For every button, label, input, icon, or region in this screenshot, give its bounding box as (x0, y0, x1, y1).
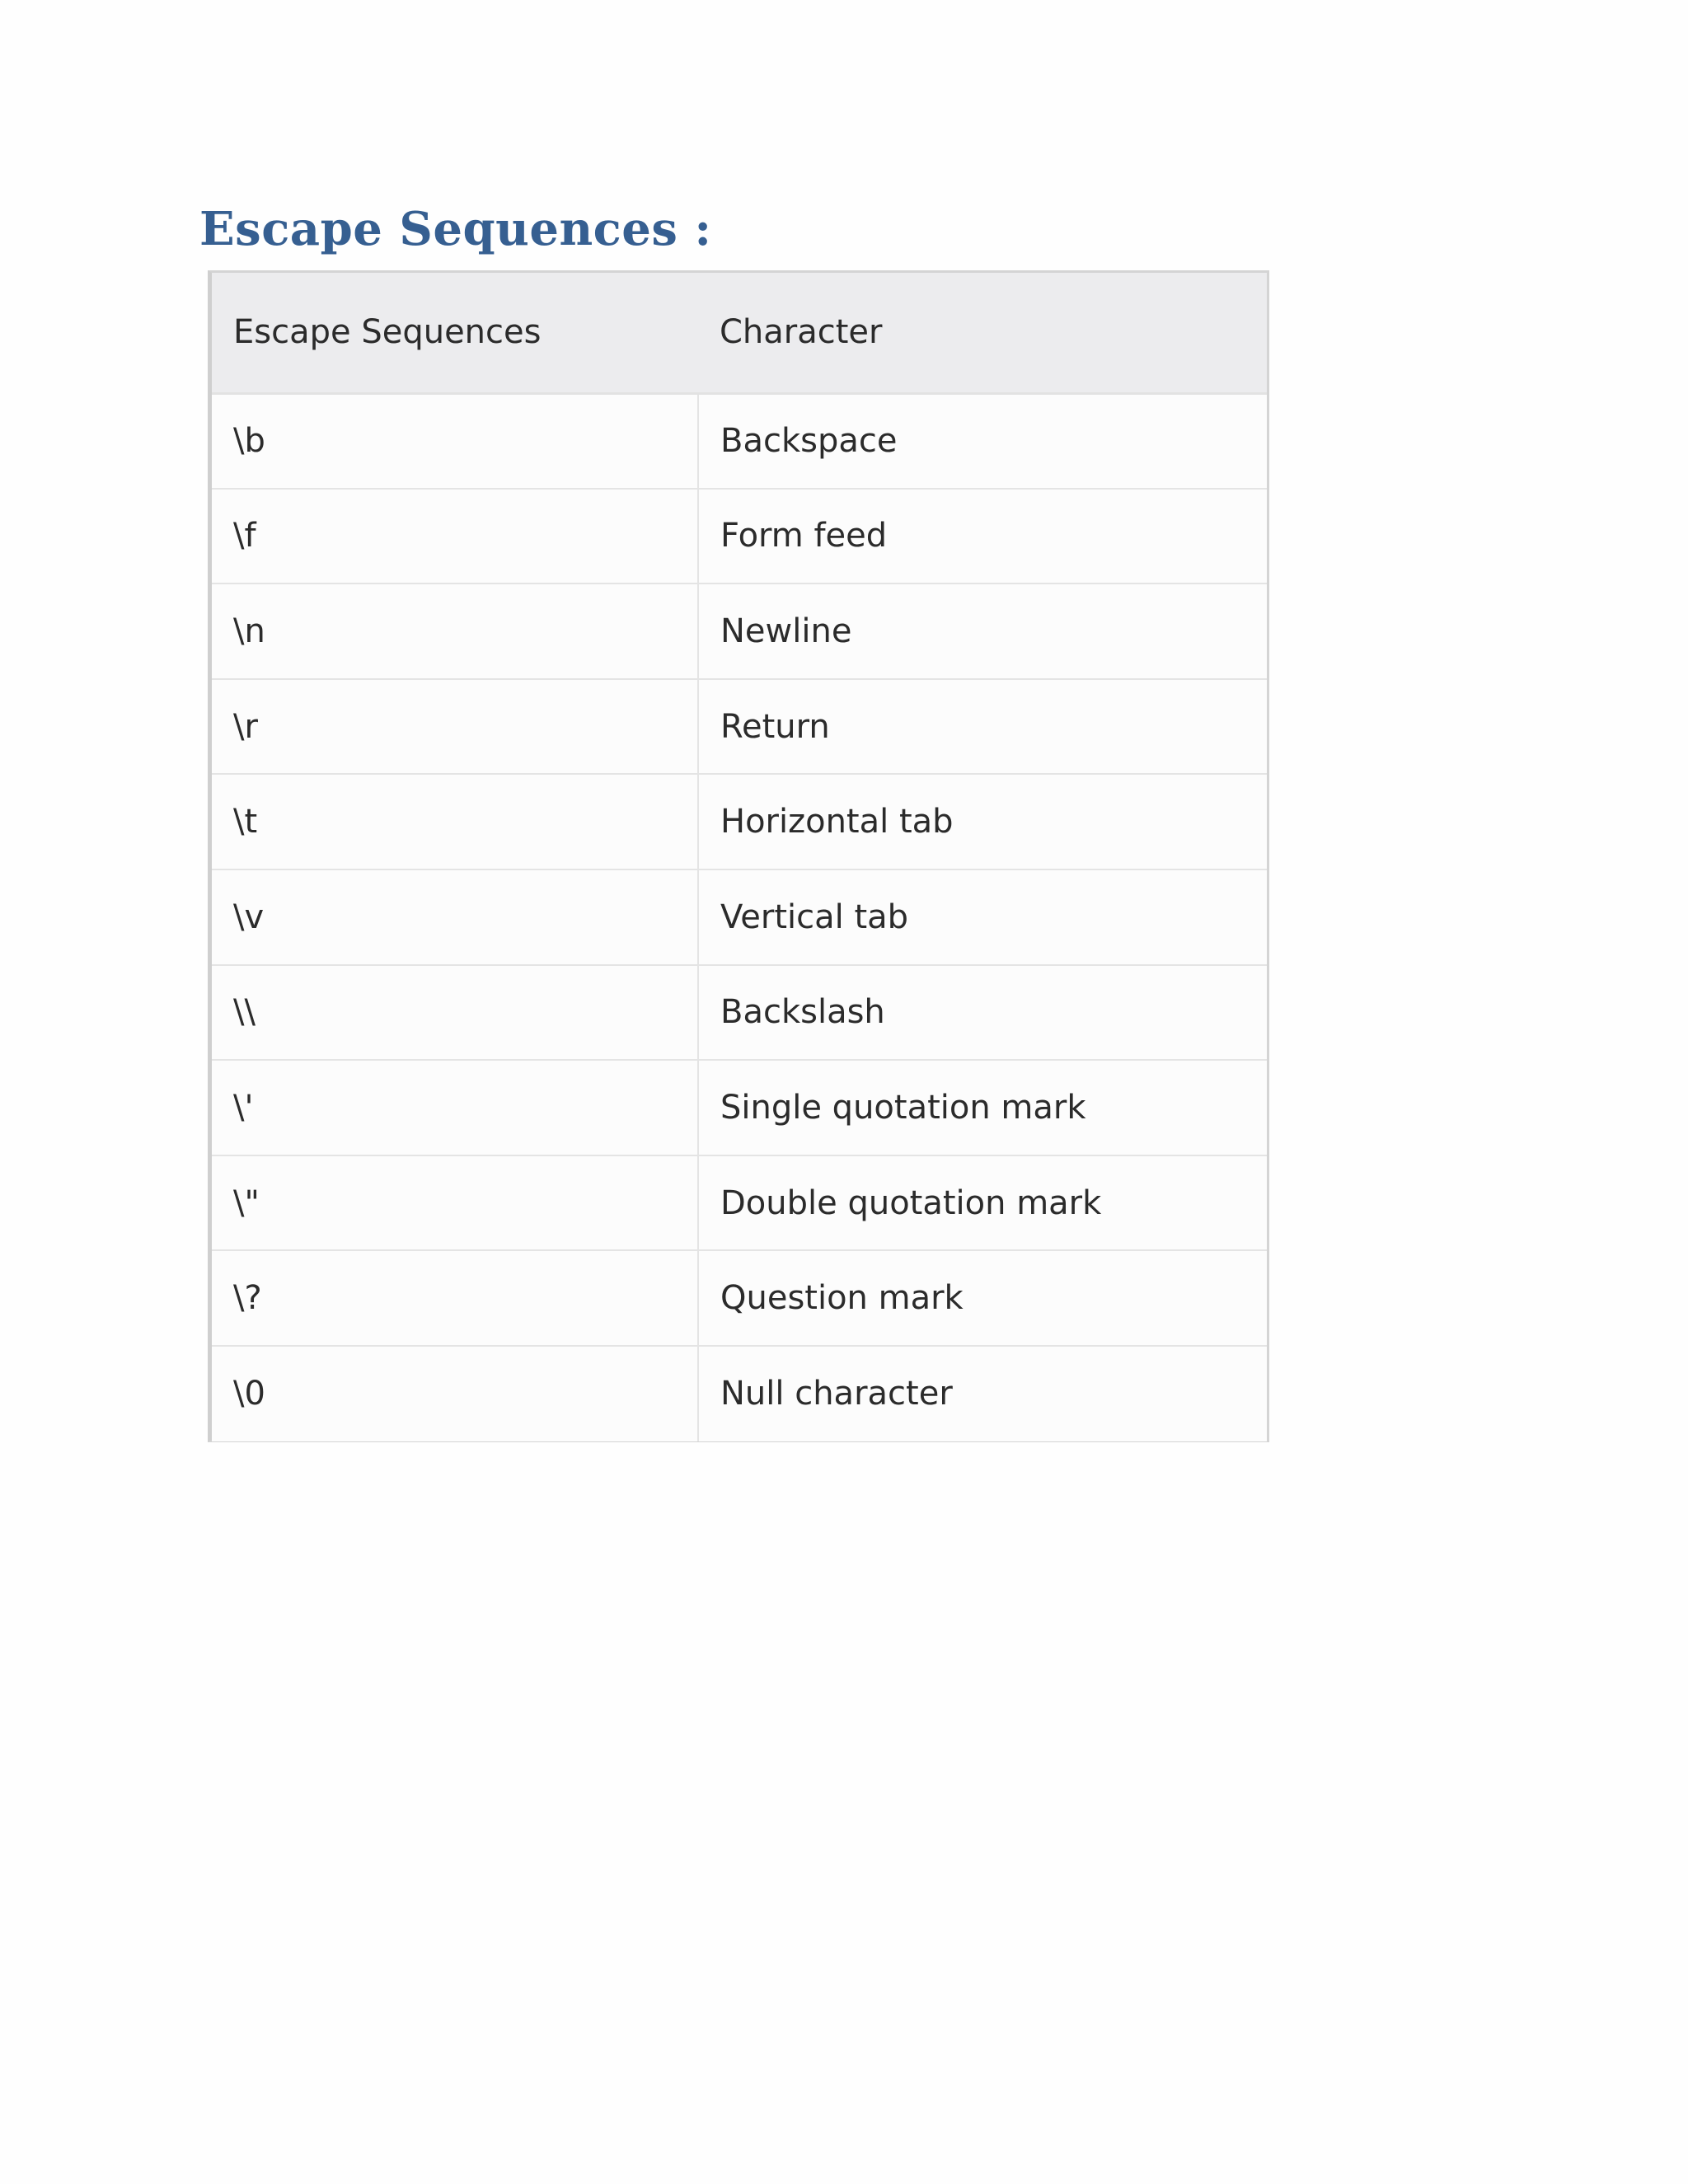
escape-sequence-cell: \" (212, 1155, 698, 1251)
table-row (212, 1060, 1267, 1155)
character-cell: Horizontal tab (698, 774, 1267, 869)
character-cell: Single quotation mark (698, 1060, 1267, 1155)
escape-sequence-cell: \f (212, 489, 698, 584)
escape-sequence-cell: \0 (212, 1346, 698, 1441)
escape-sequence-cell: \\ (212, 965, 698, 1061)
page-heading: Escape Sequences : (199, 202, 712, 256)
table-row (212, 1250, 1267, 1346)
table-row (212, 679, 1267, 775)
character-cell: Return (698, 679, 1267, 775)
column-header-character: Character (698, 273, 1267, 393)
character-cell: Backspace (698, 393, 1267, 489)
character-cell: Form feed (698, 489, 1267, 584)
table-row (212, 965, 1267, 1061)
escape-sequence-cell: \t (212, 774, 698, 869)
character-cell: Question mark (698, 1250, 1267, 1346)
character-cell: Newline (698, 583, 1267, 679)
character-cell: Double quotation mark (698, 1155, 1267, 1251)
escape-sequence-cell: \b (212, 393, 698, 489)
escape-sequence-cell: \v (212, 869, 698, 965)
escape-sequences-table-frame (208, 270, 1269, 1442)
column-header-escape-sequences: Escape Sequences (212, 273, 698, 393)
character-cell: Vertical tab (698, 869, 1267, 965)
escape-sequences-table (212, 273, 1267, 1441)
table-row (212, 774, 1267, 869)
escape-sequence-cell: \r (212, 679, 698, 775)
table-row (212, 583, 1267, 679)
character-cell: Backslash (698, 965, 1267, 1061)
escape-sequence-cell: \' (212, 1060, 698, 1155)
escape-sequence-cell: \? (212, 1250, 698, 1346)
escape-sequence-cell: \n (212, 583, 698, 679)
table-row (212, 1346, 1267, 1441)
table-row (212, 489, 1267, 584)
table-row (212, 869, 1267, 965)
table-row (212, 393, 1267, 489)
character-cell: Null character (698, 1346, 1267, 1441)
table-row (212, 1155, 1267, 1251)
table-header-row (212, 273, 1267, 393)
